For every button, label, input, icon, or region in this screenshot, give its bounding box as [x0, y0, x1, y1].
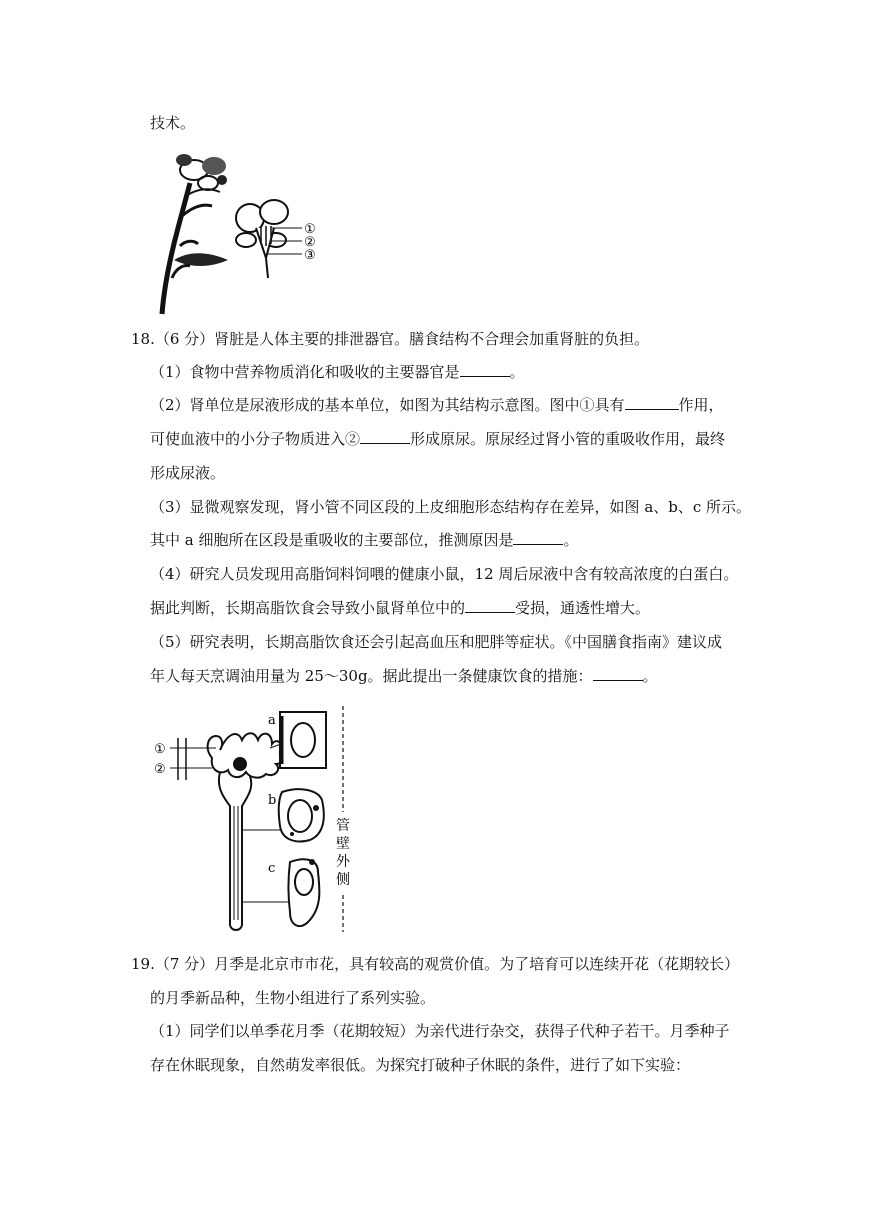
q19-line2: 的月季新品种，生物小组进行了系列实验。	[150, 989, 436, 1007]
q18-part2-cont-end: 形成原尿。原尿经过肾小管的重吸收作用，最终	[410, 430, 726, 448]
q18-part1-text: （1）食物中营养物质消化和吸收的主要器官是	[150, 363, 460, 381]
q18-header: 18.（6 分）肾脏是人体主要的排泄器官。膳食结构不合理会加重肾脏的负担。	[131, 330, 650, 348]
q18-part2	[150, 395, 724, 415]
answer-blank-6[interactable]	[593, 666, 643, 681]
q18-part2-text: （2）肾单位是尿液形成的基本单位，如图为其结构示意图。图中①具有	[150, 396, 625, 414]
rapeseed-flower-figure	[150, 148, 330, 316]
q19-part1: （1）同学们以单季花月季（花期较短）为亲代进行杂交，获得子代种子若干。月季种子	[150, 1022, 730, 1040]
wall-side-char-2: 壁	[336, 836, 350, 852]
q18-part3-cont-end: 。	[563, 531, 579, 549]
q17-tail-text: 技术。	[150, 114, 196, 132]
answer-blank-4[interactable]	[513, 530, 563, 545]
wall-side-char-3: 外	[336, 854, 350, 870]
rapeseed-flower-drawing	[150, 148, 330, 316]
answer-blank-1[interactable]	[460, 362, 510, 377]
answer-blank-2[interactable]	[625, 395, 679, 410]
q18-part5: （5）研究表明，长期高脂饮食还会引起高血压和肥胖等症状。《中国膳食指南》建议成	[150, 633, 723, 651]
nephron-marker-1: ①	[154, 742, 166, 757]
nephron-figure	[150, 702, 355, 936]
q18-part4-cont-end: 受损，通透性增大。	[515, 599, 651, 617]
cell-label-c: c	[268, 861, 276, 876]
q18-part4-cont	[150, 598, 650, 618]
q18-part5-cont	[150, 666, 658, 686]
q18-part1-end: 。	[509, 363, 525, 381]
flower-label-1: ①	[304, 222, 316, 237]
cell-label-a: a	[268, 713, 276, 728]
q18-part2-cont	[150, 429, 725, 449]
q18-part4: （4）研究人员发现用高脂饲料饲喂的健康小鼠，12 周后尿液中含有较高浓度的白蛋白。	[150, 565, 739, 583]
q19-header: 19.（7 分）月季是北京市市花，具有较高的观赏价值。为了培育可以连续开花（花期较长）	[131, 955, 740, 973]
cell-label-b: b	[268, 793, 277, 808]
wall-side-char-1: 管	[336, 818, 350, 834]
flower-label-3: ③	[304, 248, 316, 263]
q18-part1	[150, 362, 525, 382]
q18-part2-end-line: 形成尿液。	[150, 464, 226, 482]
q18-part3-cont-text: 其中 a 细胞所在区段是重吸收的主要部位，推测原因是	[150, 531, 514, 549]
answer-blank-3[interactable]	[360, 429, 410, 444]
q19-part1-cont: 存在休眠现象，自然萌发率很低。为探究打破种子休眠的条件，进行了如下实验：	[150, 1056, 691, 1074]
nephron-drawing	[150, 702, 355, 936]
q18-part3: （3）显微观察发现，肾小管不同区段的上皮细胞形态结构存在差异，如图 a、b、c 所示。	[150, 498, 752, 516]
q18-part4-cont-text: 据此判断，长期高脂饮食会导致小鼠肾单位中的	[150, 599, 466, 617]
q18-part5-cont-end: 。	[642, 667, 658, 685]
nephron-marker-2: ②	[154, 762, 166, 777]
wall-side-char-4: 侧	[336, 872, 350, 888]
answer-blank-5[interactable]	[465, 598, 515, 613]
q18-part2-end: 作用，	[678, 396, 724, 414]
q18-part3-cont	[150, 530, 579, 550]
q18-part2-cont-text: 可使血液中的小分子物质进入②	[150, 430, 361, 448]
q18-part5-cont-text: 年人每天烹调油用量为 25～30g。据此提出一条健康饮食的措施：	[150, 667, 593, 685]
flower-label-2: ②	[304, 235, 316, 250]
